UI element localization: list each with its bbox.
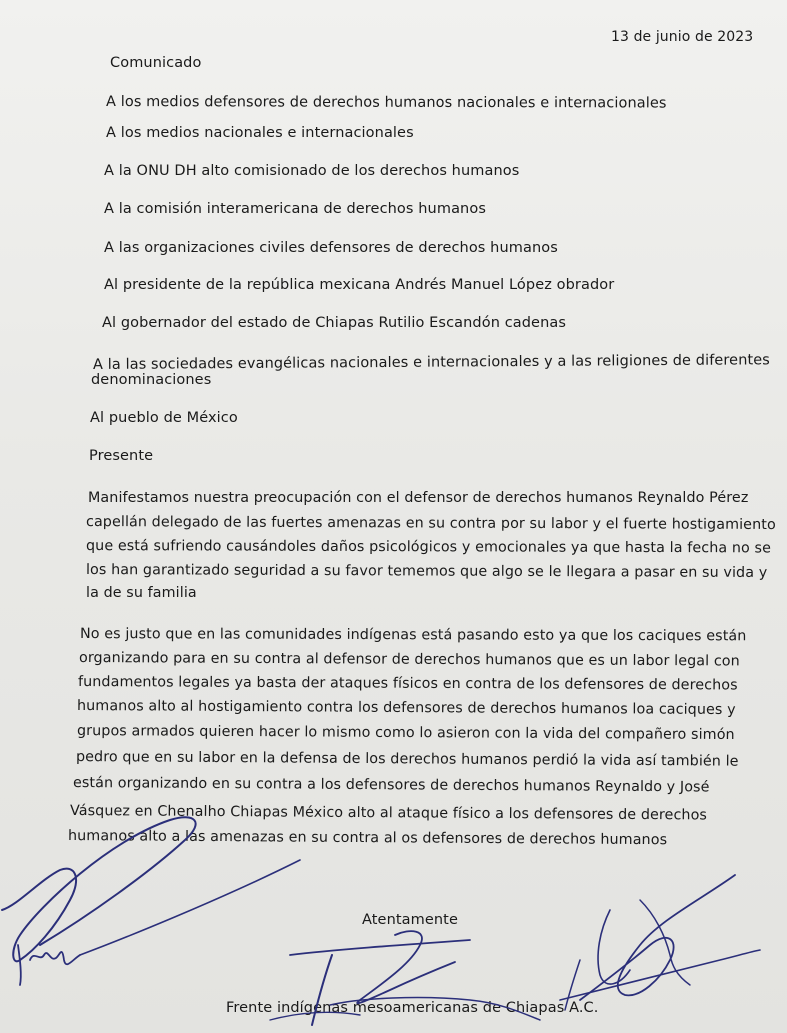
recipient-line: A los medios nacionales e internacionales bbox=[106, 125, 414, 141]
paragraph-line: No es justo que en las comunidades indígenas está pasando esto ya que los caciques están bbox=[79, 626, 747, 645]
recipient-line: A la ONU DH alto comisionado de los derechos humanos bbox=[104, 163, 520, 179]
paragraph-line: humanos alto a las amenazas en su contra al os defensores de derechos humanos bbox=[67, 828, 668, 849]
recipient-line: A los medios defensores de derechos humanos nacionales e internacionales bbox=[105, 94, 667, 112]
recipient-line: A la comisión interamericana de derechos humanos bbox=[104, 201, 486, 217]
signing-organization: Frente indígenas mesoamericanas de Chiapas A.C. bbox=[226, 1000, 599, 1016]
recipient-line: A las organizaciones civiles defensores de derechos humanos bbox=[104, 240, 558, 256]
paragraph-line: están organizando en su contra a los defensores de derechos humanos Reynaldo y José bbox=[72, 775, 710, 796]
paragraph-line: pedro que en su labor en la defensa de los derechos humanos perdió la vida así también le bbox=[75, 749, 739, 770]
paragraph-line: organizando para en su contra al defensor de derechos humanos que es un labor legal con bbox=[78, 650, 740, 670]
recipient-line: A la las sociedades evangélicas nacionales e internacionales y a las religiones de diferentes bbox=[92, 352, 770, 373]
recipient-line: Al pueblo de México bbox=[90, 410, 238, 426]
document-date: 13 de junio de 2023 bbox=[611, 29, 754, 45]
paragraph-line: que está sufriendo causándoles daños psicológicos y emocionales ya que hasta la fecha no se bbox=[85, 538, 772, 557]
paragraph-line: humanos alto al hostigamiento contra los defensores de derechos humanos loa caciques y bbox=[76, 698, 736, 719]
paragraph-line: la de su familia bbox=[86, 585, 197, 601]
recipient-line: denominaciones bbox=[91, 372, 212, 388]
paragraph-line: fundamentos legales ya basta der ataques físicos en contra de los defensores de derechos bbox=[77, 674, 738, 694]
recipient-line: Al gobernador del estado de Chiapas Rutilio Escandón cadenas bbox=[102, 315, 567, 331]
paragraph-line: Vásquez en Chenalho Chiapas México alto al ataque físico a los defensores de derechos bbox=[69, 803, 708, 824]
paragraph-line: los han garantizado seguridad a su favor tememos que algo se le llegara a pasar en su vida y bbox=[85, 562, 768, 581]
closing-text: Atentamente bbox=[362, 912, 458, 928]
recipient-line: Al presidente de la república mexicana Andrés Manuel López obrador bbox=[104, 277, 615, 293]
paragraph-line: grupos armados quieren hacer lo mismo como lo asieron con la vida del compañero simón bbox=[76, 723, 735, 744]
document-title: Comunicado bbox=[110, 55, 202, 71]
paragraph-line: Manifestamos nuestra preocupación con el defensor de derechos humanos Reynaldo Pérez bbox=[88, 490, 749, 506]
paragraph-line: capellán delegado de las fuertes amenazas en su contra por su labor y el fuerte hostigamiento bbox=[85, 514, 776, 534]
salutation: Presente bbox=[89, 448, 154, 464]
